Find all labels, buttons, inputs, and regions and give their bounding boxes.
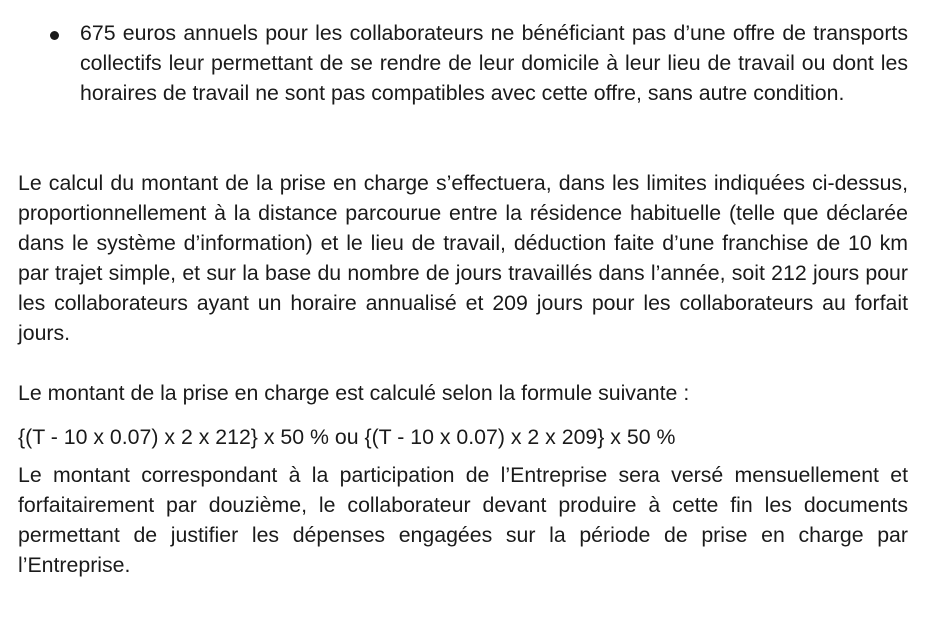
formula: {(T - 10 x 0.07) x 2 x 212} x 50 % ou {(T - 10 x 0.07) x 2 x 209} x 50 % [18, 425, 676, 449]
paragraph-versement: Le montant correspondant à la participation de l’Entreprise sera versé mensuellement et forfaitairement par douzième, le collaborateur devant produire à cette fin les documents permettant de justifier les dépenses engagées sur la période de prise en charge par l’Entreprise. [18, 463, 908, 577]
paragraph-calcul: Le calcul du montant de la prise en charge s’effectuera, dans les limites indiquées ci-dessus, proportionnellement à la distance parcourue entre la résidence habituelle (telle que déclarée dans le système d’information) et le lieu de travail, déduction faite d’une franchise de 10 km par trajet simple, et sur la base du nombre de jours travaillés dans l’année, soit 212 jours pour les collaborateurs ayant un horaire annualisé et 209 jours pour les collaborateurs au forfait jours. [18, 171, 908, 345]
paragraph-formule-intro: Le montant de la prise en charge est calculé selon la formule suivante : [18, 381, 690, 405]
bullet-item: 675 euros annuels pour les collaborateurs ne bénéficiant pas d’une offre de transports collectifs leur permettant de se rendre de leur domicile à leur lieu de travail ou dont les horaires de travail ne sont pas compatibles avec cette offre, sans autre condition. [80, 21, 908, 105]
bullet-icon [50, 31, 59, 40]
